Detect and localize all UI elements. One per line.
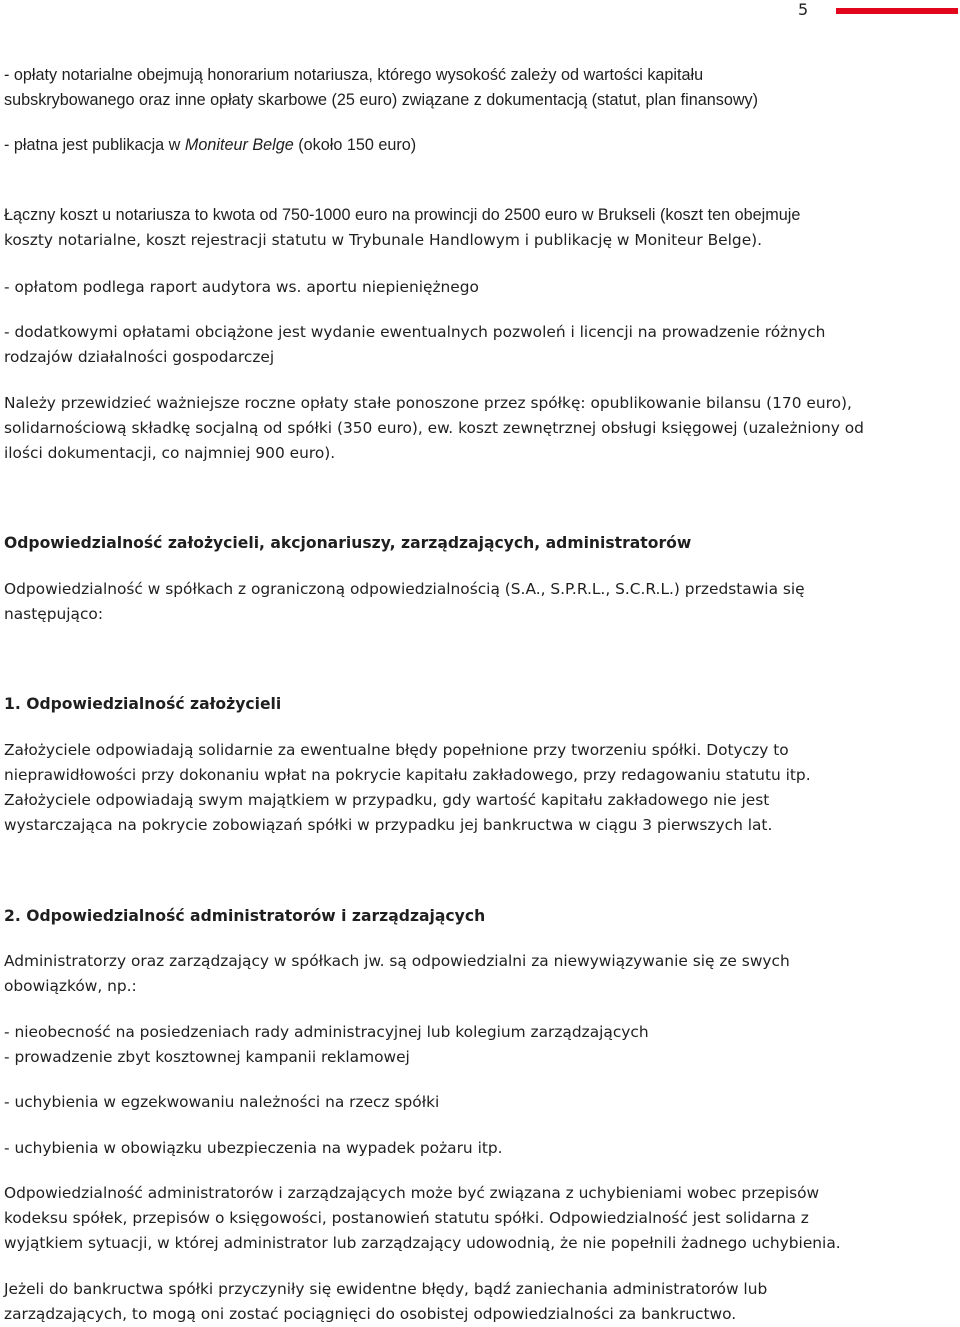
subheading-administrators: 2. Odpowiedzialność administratorów i zarządzających xyxy=(4,907,486,925)
text-line: Odpowiedzialność w spółkach z ograniczoną odpowiedzialnością (S.A., S.P.R.L., S.C.R.L.) przedstawia się xyxy=(4,580,805,598)
paragraph-founders xyxy=(4,738,954,838)
text-line: - opłaty notarialne obejmują honorarium notariusza, którego wysokość zależy od wartości kapitału xyxy=(4,66,704,84)
paragraph-section-intro xyxy=(4,577,954,627)
section-heading: Odpowiedzialność założycieli, akcjonariuszy, zarządzających, administratorów xyxy=(4,534,692,552)
paragraph-notary-fees xyxy=(4,63,954,113)
text-line: Jeżeli do bankructwa spółki przyczyniły się ewidentne błędy, bądź zaniechania administratorów lub xyxy=(4,1280,768,1298)
text-line: Administratorzy oraz zarządzający w spółkach jw. są odpowiedzialni za niewywiązywanie się ze swych xyxy=(4,952,790,970)
italic-publication-name: Moniteur Belge xyxy=(184,136,294,154)
text-line: subskrybowanego oraz inne opłaty skarbowe (25 euro) związane z dokumentacją (statut, plan finansowy) xyxy=(4,91,759,109)
text-line: kodeksu spółek, przepisów o księgowości, postanowień statutu spółki. Odpowiedzialność jest solidarna z xyxy=(4,1209,809,1227)
text-line: ilości dokumentacji, co najmniej 900 euro). xyxy=(4,444,336,462)
text-segment: (około 150 euro) xyxy=(293,136,417,154)
text-line: Należy przewidzieć ważniejsze roczne opłaty stałe ponoszone przez spółkę: opublikowanie bilansu (170 euro), xyxy=(4,394,852,412)
text-line: wystarczająca na pokrycie zobowiązań spółki w przypadku jej bankructwa w ciągu 3 pierwszych lat. xyxy=(4,816,773,834)
text-line: wyjątkiem sytuacji, w której administrator lub zarządzający udowodnią, że nie popełnili żadnego uchybienia. xyxy=(4,1234,841,1252)
text-line: - dodatkowymi opłatami obciążone jest wydanie ewentualnych pozwoleń i licencji na prowadzenie różnych xyxy=(4,323,826,341)
paragraph-admins-intro xyxy=(4,949,954,999)
text-line: obowiązków, np.: xyxy=(4,977,137,995)
list-item: - uchybienia w egzekwowaniu należności na rzecz spółki xyxy=(4,1093,440,1111)
paragraph-total-cost xyxy=(4,203,954,253)
list-duties xyxy=(4,1020,954,1070)
text-line: następująco: xyxy=(4,605,104,623)
paragraph-publication xyxy=(4,133,954,158)
text-line: Odpowiedzialność administratorów i zarządzających może być związana z uchybieniami wobec przepisów xyxy=(4,1184,820,1202)
list-item: - uchybienia w obowiązku ubezpieczenia na wypadek pożaru itp. xyxy=(4,1139,503,1157)
text-line: zarządzających, to mogą oni zostać pociągnięci do osobistej odpowiedzialności za bankructwo. xyxy=(4,1305,737,1323)
paragraph-annual-fees xyxy=(4,391,954,466)
text-line: nieprawidłowości przy dokonaniu wpłat na pokrycie kapitału zakładowego, przy redagowaniu statutu itp. xyxy=(4,766,811,784)
text-line: Założyciele odpowiadają swym majątkiem w przypadku, gdy wartość kapitału zakładowego nie jest xyxy=(4,791,770,809)
list-item: - nieobecność na posiedzeniach rady administracyjnej lub kolegium zarządzających xyxy=(4,1023,649,1041)
text-line: koszty notarialne, koszt rejestracji statutu w Trybunale Handlowym i publikację w Moniteur Belge). xyxy=(4,231,763,249)
paragraph-bankruptcy xyxy=(4,1277,954,1327)
text-line: Założyciele odpowiadają solidarnie za ewentualne błędy popełnione przy tworzeniu spółki. Dotyczy to xyxy=(4,741,789,759)
text-segment: - płatna jest publikacja w xyxy=(4,136,185,154)
text-line: rodzajów działalności gospodarczej xyxy=(4,348,275,366)
paragraph-liability xyxy=(4,1181,954,1256)
subheading-founders: 1. Odpowiedzialność założycieli xyxy=(4,695,282,713)
text-line: Łączny koszt u notariusza to kwota od 750-1000 euro na prowincji do 2500 euro w Brukseli (koszt ten obejmuje xyxy=(4,206,801,224)
page-number: 5 xyxy=(798,0,809,19)
paragraph-auditor-report: - opłatom podlega raport audytora ws. aportu niepieniężnego xyxy=(4,278,479,296)
paragraph-permits xyxy=(4,320,954,370)
header-accent-bar xyxy=(836,8,958,14)
list-item: - prowadzenie zbyt kosztownej kampanii reklamowej xyxy=(4,1048,410,1066)
text-line: solidarnościową składkę socjalną od spółki (350 euro), ew. koszt zewnętrznej obsługi księgowej (uzależniony od xyxy=(4,419,864,437)
